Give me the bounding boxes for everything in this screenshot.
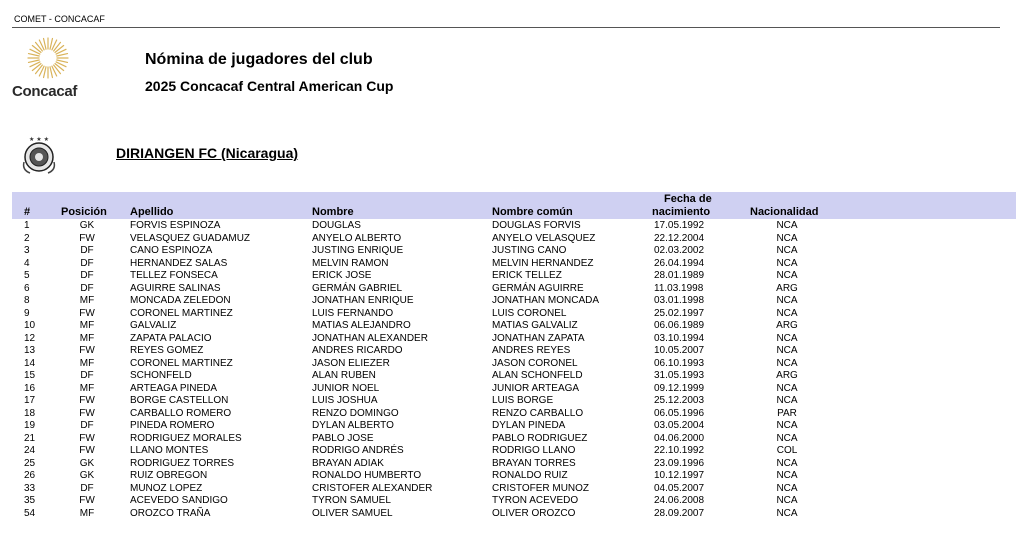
cell-num: 33: [24, 482, 36, 494]
source-label: COMET - CONCACAF: [14, 14, 105, 24]
cell-apellido: RODRIGUEZ MORALES: [130, 432, 242, 444]
cell-position: DF: [80, 482, 94, 494]
svg-text:★ ★ ★: ★ ★ ★: [29, 136, 49, 143]
table-row: [0, 345, 1024, 358]
cell-nacionalidad: NCA: [776, 457, 798, 469]
cell-num: 6: [24, 282, 30, 294]
cell-nombre: ANDRES RICARDO: [312, 345, 403, 356]
cell-num: 4: [24, 257, 30, 269]
cell-nombre-comun: LUIS CORONEL: [492, 307, 567, 319]
cell-nombre-comun: JONATHAN MONCADA: [492, 295, 600, 306]
cell-nombre-comun: DOUGLAS FORVIS: [492, 220, 581, 231]
cell-fecha: 23.09.1996: [654, 457, 705, 469]
cell-position: DF: [80, 245, 94, 256]
table-row: [0, 295, 1024, 308]
cell-position: MF: [79, 295, 95, 306]
table-row: [0, 283, 1024, 296]
cell-num: 12: [24, 332, 36, 344]
cell-nombre: GERMÁN GABRIEL: [312, 282, 403, 294]
table-row: [0, 433, 1024, 446]
table-row: [0, 308, 1024, 321]
cell-nacionalidad: NCA: [776, 345, 798, 356]
cell-nombre-comun: RODRIGO LLANO: [492, 445, 576, 456]
cell-num: 3: [24, 245, 30, 256]
cell-nombre-comun: OLIVER OROZCO: [492, 507, 576, 519]
table-row: [0, 508, 1024, 521]
cell-nombre-comun: RENZO CARBALLO: [492, 407, 584, 419]
cell-apellido: RODRIGUEZ TORRES: [130, 457, 235, 469]
table-row: [0, 408, 1024, 421]
cell-nacionalidad: NCA: [776, 470, 798, 481]
cell-fecha: 04.05.2007: [654, 482, 705, 494]
cell-num: 21: [24, 432, 36, 444]
cell-position: FW: [79, 407, 95, 419]
table-row: [0, 470, 1024, 483]
cell-nombre-comun: LUIS BORGE: [492, 395, 554, 406]
cell-nombre-comun: JUNIOR ARTEAGA: [492, 382, 580, 394]
cell-fecha: 10.12.1997: [654, 470, 705, 481]
cell-nacionalidad: PAR: [777, 407, 797, 419]
cell-num: 24: [24, 445, 36, 456]
col-header-num: #: [24, 206, 31, 218]
cell-num: 16: [24, 382, 36, 394]
cell-fecha: 11.03.1998: [654, 282, 704, 294]
table-row: [0, 258, 1024, 271]
cell-nacionalidad: NCA: [776, 432, 798, 444]
page-title: Nómina de jugadores del club: [145, 51, 373, 68]
cell-nombre: LUIS JOSHUA: [312, 395, 378, 406]
cell-nacionalidad: COL: [776, 445, 798, 456]
cell-num: 18: [24, 407, 36, 419]
club-name-link[interactable]: DIRIANGEN FC (Nicaragua): [116, 145, 299, 161]
cell-nacionalidad: NCA: [776, 420, 798, 431]
cell-fecha: 17.05.1992: [654, 220, 705, 231]
cell-nombre-comun: MATIAS GALVALIZ: [492, 320, 578, 331]
cell-position: DF: [80, 257, 94, 269]
cell-nombre-comun: PABLO RODRIGUEZ: [492, 432, 588, 444]
table-row: [0, 333, 1024, 346]
cell-nacionalidad: NCA: [776, 507, 798, 519]
cell-nombre-comun: ALAN SCHONFELD: [492, 370, 583, 381]
cell-nombre-comun: CRISTOFER MUNOZ: [492, 482, 590, 494]
cell-num: 26: [24, 470, 36, 481]
cell-nombre: DOUGLAS: [312, 220, 361, 231]
cell-nombre: RODRIGO ANDRÉS: [312, 445, 404, 456]
cell-fecha: 22.12.2004: [654, 232, 705, 244]
cell-apellido: HERNANDEZ SALAS: [130, 257, 228, 269]
cell-apellido: REYES GOMEZ: [130, 345, 204, 356]
players-table-body: [0, 220, 1024, 520]
cell-nombre: JASON ELIEZER: [312, 357, 390, 369]
cell-fecha: 02.03.2002: [654, 245, 705, 256]
cell-apellido: VELASQUEZ GUADAMUZ: [130, 232, 251, 244]
cell-nombre: MELVIN RAMON: [312, 257, 389, 269]
cell-nombre: TYRON SAMUEL: [312, 495, 391, 506]
col-header-nombre: Nombre: [312, 206, 354, 218]
cell-nombre-comun: ANYELO VELASQUEZ: [492, 232, 596, 244]
cell-position: DF: [80, 370, 94, 381]
table-row: [0, 383, 1024, 396]
cell-nombre-comun: JONATHAN ZAPATA: [492, 332, 585, 344]
cell-num: 25: [24, 457, 36, 469]
cell-fecha: 26.04.1994: [654, 257, 705, 269]
cell-position: FW: [79, 345, 95, 356]
cell-nacionalidad: NCA: [776, 257, 798, 269]
cell-nombre: JONATHAN ENRIQUE: [312, 295, 414, 306]
cell-fecha: 28.01.1989: [654, 270, 705, 281]
sunburst-icon: [26, 36, 70, 80]
cell-fecha: 09.12.1999: [654, 382, 705, 394]
cell-nombre: CRISTOFER ALEXANDER: [312, 482, 433, 494]
table-row: [0, 358, 1024, 371]
cell-num: 13: [24, 345, 36, 356]
cell-nombre-comun: TYRON ACEVEDO: [492, 495, 579, 506]
col-header-nac: Nacionalidad: [750, 206, 819, 218]
cell-num: 5: [24, 270, 30, 281]
cell-apellido: LLANO MONTES: [130, 445, 209, 456]
cell-nacionalidad: NCA: [776, 382, 798, 394]
cell-apellido: OROZCO TRAÑA: [130, 507, 211, 519]
table-row: [0, 233, 1024, 246]
cell-num: 1: [24, 220, 30, 231]
cell-fecha: 24.06.2008: [654, 495, 705, 506]
table-row: [0, 445, 1024, 458]
cell-position: MF: [79, 320, 95, 331]
cell-num: 35: [24, 495, 36, 506]
cell-nombre-comun: DYLAN PINEDA: [492, 420, 566, 431]
cell-apellido: GALVALIZ: [130, 320, 177, 331]
table-row: [0, 270, 1024, 283]
cell-position: GK: [79, 220, 95, 231]
cell-nombre-comun: MELVIN HERNANDEZ: [492, 257, 594, 269]
cell-nombre-comun: JUSTING CANO: [492, 245, 567, 256]
cell-nombre: DYLAN ALBERTO: [312, 420, 394, 431]
cell-nombre: PABLO JOSE: [312, 432, 374, 444]
cell-fecha: 03.01.1998: [654, 295, 705, 306]
cell-num: 9: [24, 307, 30, 319]
cell-position: MF: [79, 507, 95, 519]
cell-nombre-comun: ANDRES REYES: [492, 345, 571, 356]
cell-position: DF: [80, 270, 94, 281]
cell-nacionalidad: NCA: [776, 332, 798, 344]
cell-nombre: LUIS FERNANDO: [312, 307, 394, 319]
cell-nacionalidad: ARG: [776, 282, 798, 294]
cell-apellido: ARTEAGA PINEDA: [130, 382, 218, 394]
table-row: [0, 458, 1024, 471]
col-header-apellido: Apellido: [130, 206, 174, 218]
cell-nacionalidad: NCA: [776, 395, 798, 406]
cell-fecha: 03.10.1994: [654, 332, 705, 344]
cell-nacionalidad: NCA: [776, 357, 798, 369]
cell-nacionalidad: NCA: [776, 495, 798, 506]
col-header-comun: Nombre común: [492, 206, 573, 218]
cell-nacionalidad: NCA: [776, 232, 798, 244]
cell-num: 2: [24, 232, 30, 244]
cell-position: MF: [79, 332, 95, 344]
cell-position: MF: [79, 382, 95, 394]
cell-nacionalidad: ARG: [776, 370, 798, 381]
concacaf-logo: [12, 36, 88, 102]
cell-apellido: CANO ESPINOZA: [130, 245, 213, 256]
cell-num: 8: [24, 295, 30, 306]
cell-position: GK: [79, 457, 95, 469]
cell-nombre: BRAYAN ADIAK: [312, 457, 384, 469]
cell-fecha: 25.12.2003: [654, 395, 705, 406]
cell-apellido: ACEVEDO SANDIGO: [130, 495, 228, 506]
cell-nacionalidad: NCA: [776, 307, 798, 319]
cell-nacionalidad: NCA: [776, 245, 798, 256]
cell-apellido: FORVIS ESPINOZA: [130, 220, 221, 231]
cell-nombre: JUSTING ENRIQUE: [312, 245, 404, 256]
cell-nombre-comun: BRAYAN TORRES: [492, 457, 576, 469]
col-header-fecha-line1: Fecha de: [664, 193, 712, 205]
cell-position: FW: [79, 395, 95, 406]
cell-nombre: ANYELO ALBERTO: [312, 232, 402, 244]
cell-fecha: 10.05.2007: [654, 345, 705, 356]
table-row: [0, 483, 1024, 496]
cell-nacionalidad: NCA: [776, 295, 798, 306]
cell-position: GK: [79, 470, 95, 481]
cell-apellido: CARBALLO ROMERO: [130, 407, 232, 419]
cell-num: 10: [24, 320, 36, 331]
cell-position: DF: [80, 420, 94, 431]
cell-position: FW: [79, 432, 95, 444]
cell-apellido: PINEDA ROMERO: [130, 420, 215, 431]
cell-fecha: 06.05.1996: [654, 407, 705, 419]
cell-nombre: JUNIOR NOEL: [312, 382, 380, 394]
cell-apellido: AGUIRRE SALINAS: [130, 282, 221, 294]
cell-nombre: OLIVER SAMUEL: [312, 507, 393, 519]
cell-nacionalidad: ARG: [776, 320, 798, 331]
cell-num: 15: [24, 370, 36, 381]
cell-nacionalidad: NCA: [776, 482, 798, 494]
table-row: [0, 220, 1024, 233]
cell-fecha: 25.02.1997: [654, 307, 705, 319]
cell-num: 54: [24, 507, 36, 519]
cell-nombre-comun: JASON CORONEL: [492, 357, 578, 369]
cell-apellido: CORONEL MARTINEZ: [130, 307, 233, 319]
col-header-fecha-line2: nacimiento: [652, 206, 711, 218]
cell-num: 17: [24, 395, 36, 406]
cell-apellido: RUIZ OBREGON: [130, 470, 208, 481]
table-row: [0, 420, 1024, 433]
cell-fecha: 28.09.2007: [654, 507, 705, 519]
table-row: [0, 495, 1024, 508]
cell-fecha: 06.10.1993: [654, 357, 705, 369]
cell-fecha: 31.05.1993: [654, 370, 705, 381]
cell-position: FW: [79, 495, 95, 506]
cell-position: FW: [79, 307, 95, 319]
cell-nombre: RONALDO HUMBERTO: [312, 470, 422, 481]
table-row: [0, 370, 1024, 383]
cell-apellido: BORGE CASTELLON: [130, 395, 229, 406]
cell-num: 19: [24, 420, 36, 431]
cell-position: MF: [79, 357, 95, 369]
cell-nombre: ALAN RUBEN: [312, 370, 376, 381]
cell-fecha: 22.10.1992: [654, 445, 705, 456]
cell-nombre: RENZO DOMINGO: [312, 407, 399, 419]
cell-apellido: CORONEL MARTINEZ: [130, 357, 233, 369]
cell-nombre-comun: ERICK TELLEZ: [492, 270, 562, 281]
col-header-pos: Posición: [61, 206, 107, 218]
cell-position: DF: [80, 282, 94, 294]
cell-apellido: MUNOZ LOPEZ: [130, 482, 203, 494]
logo-text: Concacaf: [12, 83, 78, 100]
cell-apellido: MONCADA ZELEDON: [130, 295, 231, 306]
cell-nombre-comun: RONALDO RUIZ: [492, 470, 568, 481]
cell-position: FW: [79, 232, 95, 244]
table-row: [0, 245, 1024, 258]
cell-fecha: 06.06.1989: [654, 320, 705, 331]
cell-fecha: 03.05.2004: [654, 420, 705, 431]
cell-nacionalidad: NCA: [776, 270, 798, 281]
table-row: [0, 320, 1024, 333]
cell-nombre: MATIAS ALEJANDRO: [312, 320, 411, 331]
table-header: [12, 192, 1016, 219]
cell-nombre-comun: GERMÁN AGUIRRE: [492, 282, 584, 294]
cell-num: 14: [24, 357, 36, 369]
cell-nombre: JONATHAN ALEXANDER: [312, 332, 428, 344]
cell-apellido: TELLEZ FONSECA: [130, 270, 218, 281]
page-subtitle: 2025 Concacaf Central American Cup: [145, 78, 394, 94]
club-crest-icon: [18, 134, 60, 176]
table-row: [0, 395, 1024, 408]
cell-fecha: 04.06.2000: [654, 432, 705, 444]
cell-apellido: ZAPATA PALACIO: [130, 332, 212, 344]
cell-nacionalidad: NCA: [776, 220, 798, 231]
cell-apellido: SCHONFELD: [130, 370, 192, 381]
cell-position: FW: [79, 445, 95, 456]
header-divider: [12, 27, 1000, 28]
cell-nombre: ERICK JOSE: [312, 270, 372, 281]
